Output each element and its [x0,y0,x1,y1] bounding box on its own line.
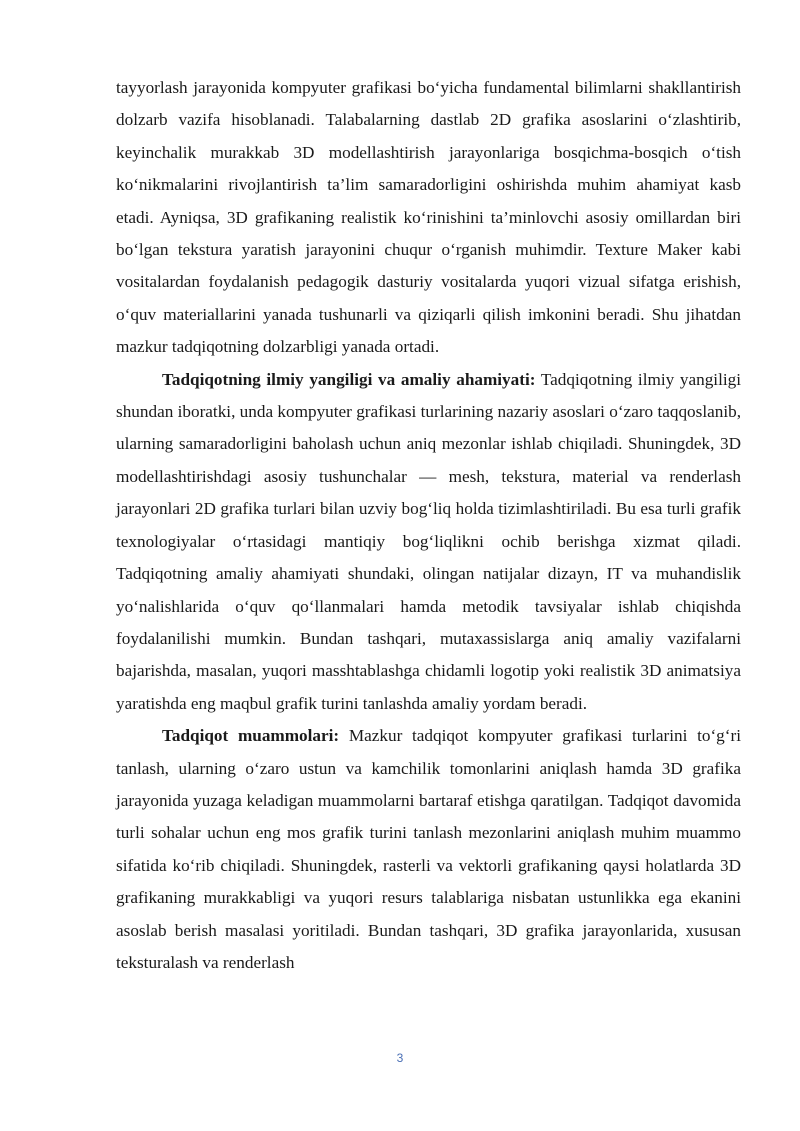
page-number: 3 [396,1051,404,1065]
section-heading-problems: Tadqiqot muammolari: [162,726,340,746]
paragraph-text: Mazkur tadqiqot kompyuter grafikasi turlarini to‘g‘ri tanlash, ularning o‘zaro ustun va kamchilik tomonlarini aniqlash hamda 3D grafika jarayonida yuzaga keladigan muammolarni bartaraf etishga qaratilgan. Tadqiqot davomida turli sohalar uchun eng mos grafik turini tanlash mezonlarini aniqlash muhim muammo sifatida ko‘rib chiqiladi. Shuningdek, rasterli va vektorli grafikaning qaysi holatlarda 3D grafikaning murakkabligi va yuqori resurs talablariga nisbatan ustunlikka ega ekanini asoslab berish masalasi yoritiladi. Bundan tashqari, 3D grafika jarayonlarida, xususan teksturalash va renderlash [116,726,741,972]
paragraph-relevance [116,72,741,364]
document-page [116,72,741,979]
paragraph-novelty [116,364,741,720]
paragraph-problems [116,720,741,979]
section-heading-novelty: Tadqiqotning ilmiy yangiligi va amaliy ahamiyati: [162,369,536,389]
paragraph-text: Tadqiqotning ilmiy yangiligi shundan iboratki, unda kompyuter grafikasi turlarining nazariy asoslari o‘zaro taqqoslanib, ularning samaradorligini baholash uchun aniq mezonlar ishlab chiqiladi. Shuningdek, 3D modellashtirishdagi asosiy tushunchalar — mesh, tekstura, material va renderlash jarayonlari 2D grafika turlari bilan uzviy bog‘liq holda tizimlashtiriladi. Bu esa turli grafik texnologiyalar o‘rtasidagi mantiqiy bog‘liqlikni ochib berishga xizmat qiladi. Tadqiqotning amaliy ahamiyati shundaki, olingan natijalar dizayn, IT va muhandislik yo‘nalishlarida o‘quv qo‘llanmalari hamda metodik tavsiyalar ishlab chiqishda foydalanilishi mumkin. Bundan tashqari, mutaxassislarga aniq amaliy vazifalarni bajarishda, masalan, yuqori masshtablashga chidamli logotip yoki realistik 3D animatsiya yaratishda eng maqbul grafik turini tanlashda amaliy yordam beradi. [116,369,742,713]
paragraph-text: tayyorlash jarayonida kompyuter grafikasi bo‘yicha fundamental bilimlarni shakllantirish dolzarb vazifa hisoblanadi. Talabalarning dastlab 2D grafika asoslarini o‘zlashtirib, keyinchalik murakkab 3D modellashtirish jarayonlariga bosqichma-bosqich o‘tish ko‘nikmalarini rivojlantirish ta’lim samaradorligini oshirishda muhim ahamiyat kasb etadi. Ayniqsa, 3D grafikaning realistik ko‘rinishini ta’minlovchi asosiy omillardan biri bo‘lgan tekstura yaratish jarayonini chuqur o‘rganish muhimdir. Texture Maker kabi vositalardan foydalanish pedagogik dasturiy vositalarda yuqori vizual sifatga erishish, o‘quv materiallarini yanada tushunarli va qiziqarli qilish imkonini beradi. Shu jihatdan mazkur tadqiqotning dolzarbligi yanada ortadi. [116,78,741,357]
